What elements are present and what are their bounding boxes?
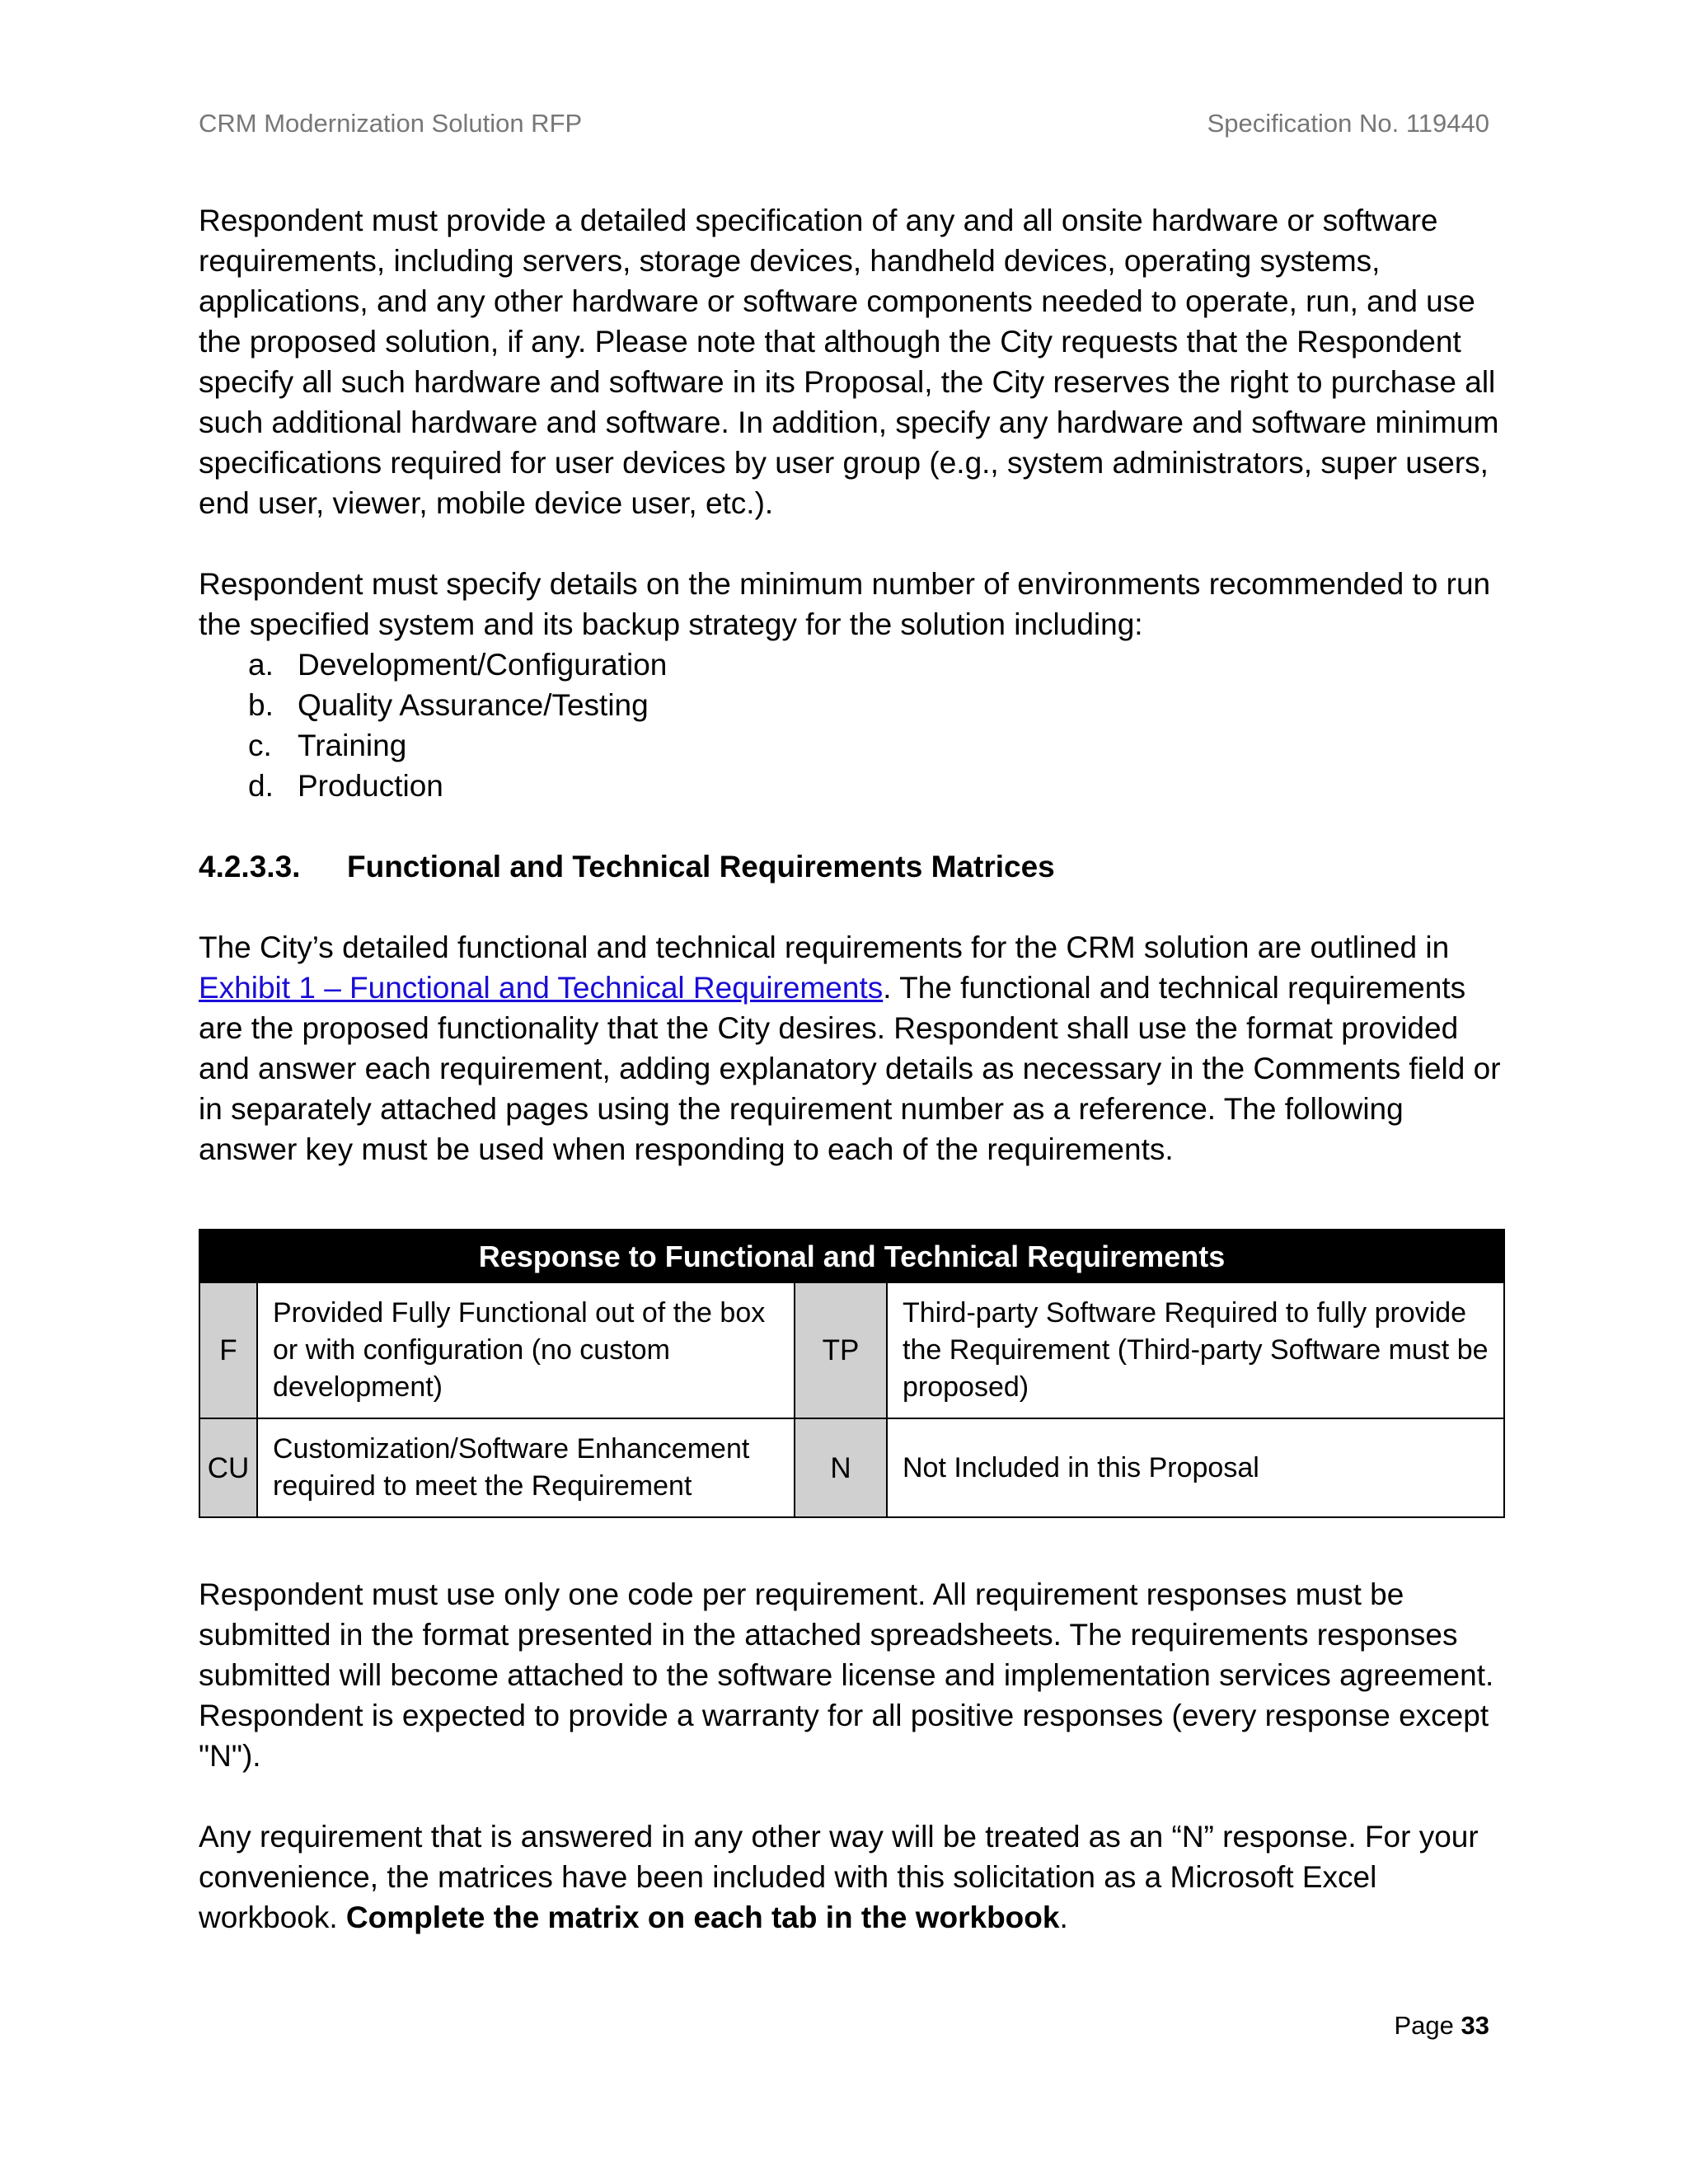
paragraph-environments: Respondent must specify details on the minimum number of environments recommended to run the specified system and its backup strategy for the solution including: [199,567,1491,641]
paragraph-requirements-intro: The City’s detailed functional and technical requirements for the CRM solution are outlined in Exhibit 1 – Functional and Technical Requirements. The functional and technical requirements are the proposed functionality that the City desires. Respondent shall use the format provided and answer each requirement, adding explanatory details as necessary in the Comments field or in separately attached pages using the requirement number as a reference. The following answer key must be used when responding to each of the requirements. [199,930,1501,1166]
section-heading [199,846,1501,887]
table-row [199,1282,1504,1418]
code-cell: N [795,1418,887,1517]
description-cell: Customization/Software Enhancement required to meet the Requirement [257,1418,795,1517]
code-cell: F [199,1282,257,1418]
page-footer [1394,2011,1489,2041]
header-spec-number: Specification No. 119440 [1207,109,1489,138]
code-cell: TP [795,1282,887,1418]
section-title: Functional and Technical Requirements Matrices [347,850,1055,883]
paragraph-one-code: Respondent must use only one code per requirement. All requirement responses must be submitted in the format presented in the attached spreadsheets. The requirements responses submitted will become attached to the software license and implementation services agreement. Respondent is expected to provide a warranty for all positive responses (every response except "N"). [199,1577,1494,1773]
emphasis-complete-matrix: Complete the matrix on each tab in the workbook [345,1900,1060,1934]
page-header [199,109,1489,142]
list-item: d. Production [248,769,443,803]
code-cell: CU [199,1418,257,1517]
table-row [199,1418,1504,1517]
exhibit-1-link[interactable]: Exhibit 1 – Functional and Technical Requirements [199,971,884,1005]
environment-list [199,644,1501,806]
page-label: Page [1394,2011,1454,2040]
answer-key-table [199,1229,1505,1518]
list-item: b. Quality Assurance/Testing [248,688,649,722]
page-content [199,200,1501,1938]
paragraph-excel-workbook: Any requirement that is answered in any other way will be treated as an “N” response. For your convenience, the matrices have been included with this solicitation as a Microsoft Excel workbook. Complete the matrix on each tab in the workbook. [199,1820,1479,1934]
list-item: a. Development/Configuration [248,648,668,682]
answer-key-title: Response to Functional and Technical Requirements [199,1230,1504,1282]
paragraph-hardware-requirements: Respondent must provide a detailed specification of any and all onsite hardware or software requirements, including servers, storage devices, handheld devices, operating systems, applications, and any other hardware or software components needed to operate, run, and use the proposed solution, if any. Please note that although the City requests that the Respondent specify all such hardware and software in its Proposal, the City reserves the right to purchase all such additional hardware and software. In addition, specify any hardware and software minimum specifications required for user devices by user group (e.g., system administrators, super users, end user, viewer, mobile device user, etc.). [199,204,1499,520]
description-cell: Provided Fully Functional out of the box or with configuration (no custom development) [257,1282,795,1418]
list-item: c. Training [248,729,407,762]
description-cell: Not Included in this Proposal [887,1418,1504,1517]
page-number: 33 [1461,2011,1489,2040]
description-cell: Third-party Software Required to fully provide the Requirement (Third-party Software must be proposed) [887,1282,1504,1418]
section-number: 4.2.3.3. [199,850,301,883]
header-title: CRM Modernization Solution RFP [199,109,583,138]
